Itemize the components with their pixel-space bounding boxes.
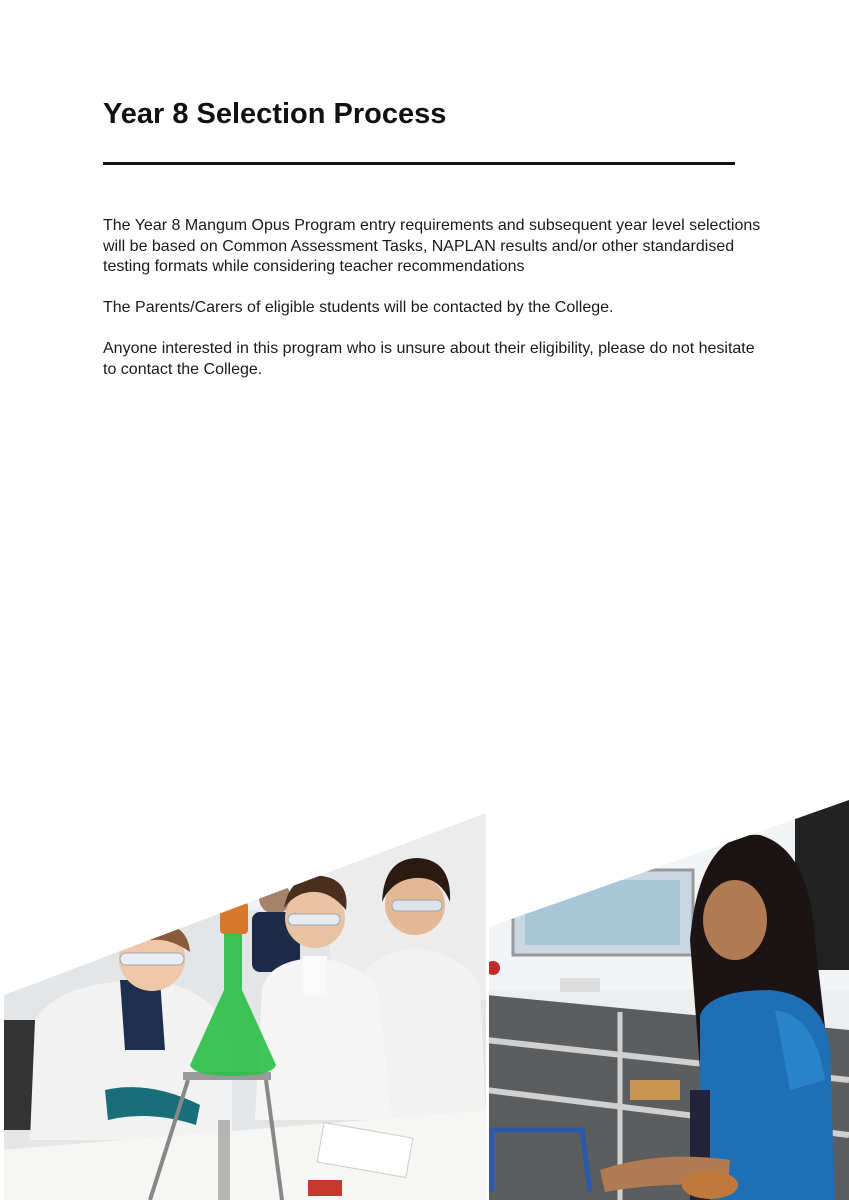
page-title: Year 8 Selection Process xyxy=(103,98,447,130)
title-divider xyxy=(103,162,735,165)
paragraph-eligibility: Anyone interested in this program who is unsure about their eligibility, please do not hesitate to contact the College. xyxy=(103,340,755,378)
science-lab-photo xyxy=(0,790,490,1200)
photo-banner xyxy=(0,790,849,1200)
body-text xyxy=(103,216,763,401)
paragraph-requirements: The Year 8 Mangum Opus Program entry requirements and subsequent year level selections will be based on Common Assessment Tasks, NAPLAN results and/or other standardised testing formats while considering teacher recommendations xyxy=(103,217,761,275)
paragraph-contact: The Parents/Carers of eligible students will be contacted by the College. xyxy=(103,299,614,316)
workshop-photo xyxy=(486,790,849,1200)
